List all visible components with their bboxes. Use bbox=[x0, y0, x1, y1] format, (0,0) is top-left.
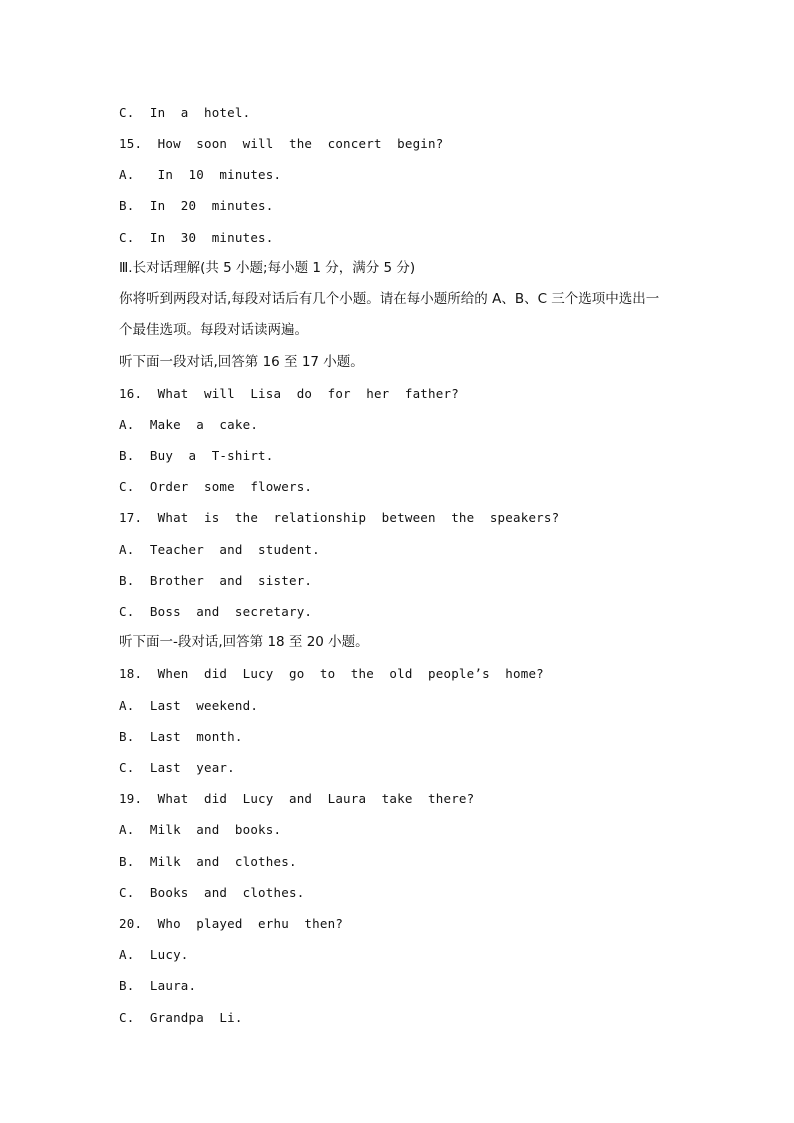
instructions-line-2: 个最佳选项。每段对话读两遍。 bbox=[119, 322, 308, 338]
option-c-q15: C. In 30 minutes. bbox=[119, 230, 274, 245]
option-b-q20: B. Laura. bbox=[119, 978, 197, 993]
option-a-q16: A. Make a cake. bbox=[119, 417, 259, 432]
option-b-q18: B. Last month. bbox=[119, 729, 243, 744]
option-a-q17: A. Teacher and student. bbox=[119, 542, 320, 557]
question-20: 20. Who played erhu then? bbox=[119, 916, 344, 931]
option-a-q20: A. Lucy. bbox=[119, 947, 189, 962]
option-b-q16: B. Buy a T-shirt. bbox=[119, 448, 274, 463]
option-a-q15: A. In 10 minutes. bbox=[119, 167, 282, 182]
dialogue-1-intro: 听下面一段对话,回答第 16 至 17 小题。 bbox=[119, 354, 364, 370]
option-c-q20: C. Grandpa Li. bbox=[119, 1010, 243, 1025]
option-c-q19: C. Books and clothes. bbox=[119, 885, 305, 900]
option-b-q19: B. Milk and clothes. bbox=[119, 854, 297, 869]
option-c-q14: C. In a hotel. bbox=[119, 105, 251, 120]
instructions-line-1: 你将听到两段对话,每段对话后有几个小题。请在每小题所给的 A、B、C 三个选项中选出一 bbox=[119, 291, 660, 307]
option-a-q18: A. Last weekend. bbox=[119, 698, 259, 713]
option-c-q18: C. Last year. bbox=[119, 760, 235, 775]
question-15: 15. How soon will the concert begin? bbox=[119, 136, 444, 151]
section-heading: Ⅲ.长对话理解(共 5 小题;每小题 1 分，满分 5 分) bbox=[119, 260, 416, 276]
option-b-q17: B. Brother and sister. bbox=[119, 573, 313, 588]
question-16: 16. What will Lisa do for her father? bbox=[119, 386, 459, 401]
option-c-q17: C. Boss and secretary. bbox=[119, 604, 313, 619]
question-19: 19. What did Lucy and Laura take there? bbox=[119, 791, 475, 806]
option-c-q16: C. Order some flowers. bbox=[119, 479, 313, 494]
question-18: 18. When did Lucy go to the old people’s home? bbox=[119, 666, 544, 681]
dialogue-2-intro: 听下面一-段对话,回答第 18 至 20 小题。 bbox=[119, 634, 369, 650]
option-b-q15: B. In 20 minutes. bbox=[119, 198, 274, 213]
question-17: 17. What is the relationship between the speakers? bbox=[119, 510, 560, 525]
option-a-q19: A. Milk and books. bbox=[119, 822, 282, 837]
